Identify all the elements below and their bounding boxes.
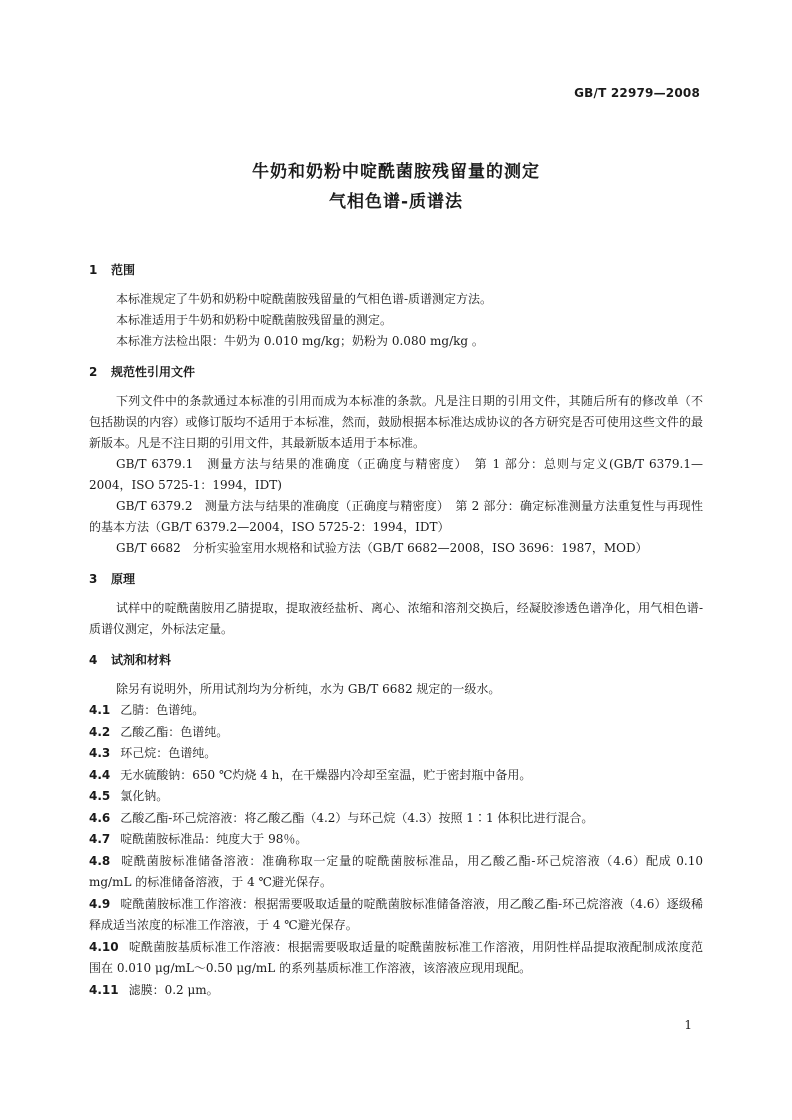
item-number: 4.6 bbox=[89, 810, 111, 825]
reagent-item bbox=[89, 851, 703, 894]
reagent-item bbox=[89, 765, 703, 787]
paragraph: 除另有说明外，所用试剂均为分析纯，水为 GB/T 6682 规定的一级水。 bbox=[116, 682, 501, 696]
item-text: 乙腈：色谱纯。 bbox=[120, 703, 205, 717]
document-body bbox=[89, 260, 703, 1001]
item-number: 4.9 bbox=[89, 896, 111, 911]
paragraph: 本标准规定了牛奶和奶粉中啶酰菌胺残留量的气相色谱-质谱测定方法。 bbox=[116, 292, 493, 306]
item-number: 4.11 bbox=[89, 982, 119, 997]
item-number: 4.3 bbox=[89, 746, 111, 760]
reagent-item bbox=[89, 808, 703, 830]
section-number: 1 bbox=[89, 263, 98, 277]
reference-entry: GB/T 6379.2 测量方法与结果的准确度（正确度与精密度） 第 2 部分：确定标准测量方法重复性与再现性的基本方法（GB/T 6379.2—2004，ISO 5725-2：1994，IDT） bbox=[89, 499, 703, 534]
item-text: 乙酸乙酯-环己烷溶液：将乙酸乙酯（4.2）与环己烷（4.3）按照 1∶1 体积比进行混合。 bbox=[120, 810, 594, 825]
reagent-item bbox=[89, 700, 703, 722]
section-title: 原理 bbox=[111, 572, 136, 586]
item-text: 氯化钠。 bbox=[120, 789, 169, 803]
section-title: 试剂和材料 bbox=[111, 653, 172, 667]
reagent-item bbox=[89, 980, 703, 1002]
item-number: 4.4 bbox=[89, 767, 111, 782]
document-subtitle: 气相色谱-质谱法 bbox=[328, 192, 464, 212]
paragraph: 下列文件中的条款通过本标准的引用而成为本标准的条款。凡是注日期的引用文件，其随后所有的修改单（不包括勘误的内容）或修订版均不适用于本标准，然而，鼓励根据本标准达成协议的各方研究是否可使用这些文件的最新版本。凡是不注日期的引用文件，其最新版本适用于本标准。 bbox=[89, 394, 703, 450]
document-title: 牛奶和奶粉中啶酰菌胺残留量的测定 bbox=[252, 162, 540, 182]
reagent-list bbox=[89, 700, 703, 1001]
reference-entry: GB/T 6379.1 测量方法与结果的准确度（正确度与精密度） 第 1 部分：总则与定义(GB/T 6379.1—2004，ISO 5725-1：1994，IDT) bbox=[89, 457, 703, 492]
paragraph: 试样中的啶酰菌胺用乙腈提取，提取液经盐析、离心、浓缩和溶剂交换后，经凝胶渗透色谱净化，用气相色谱-质谱仪测定，外标法定量。 bbox=[89, 601, 703, 636]
item-text: 无水硫酸钠：650 ℃灼烧 4 h，在干燥器内冷却至室温，贮于密封瓶中备用。 bbox=[120, 767, 532, 782]
section-heading-normative-references bbox=[89, 362, 703, 382]
item-number: 4.2 bbox=[89, 724, 111, 739]
item-text: 啶酰菌胺标准储备溶液：准确称取一定量的啶酰菌胺标准品，用乙酸乙酯-环己烷溶液（4.6）配成 0.10 mg/mL 的标准储备溶液，于 4 ℃避光保存。 bbox=[89, 853, 703, 889]
reference-entry: GB/T 6682 分析实验室用水规格和试验方法（GB/T 6682—2008，ISO 3696：1987，MOD） bbox=[116, 541, 648, 555]
section-heading-principle bbox=[89, 569, 703, 589]
page-number: 1 bbox=[684, 1018, 692, 1032]
section-heading-reagents bbox=[89, 650, 703, 670]
reagent-item bbox=[89, 829, 703, 851]
item-text: 啶酰菌胺标准品：纯度大于 98％。 bbox=[120, 832, 308, 846]
item-text: 环己烷：色谱纯。 bbox=[120, 746, 217, 760]
item-text: 啶酰菌胺标准工作溶液：根据需要吸取适量的啶酰菌胺标准储备溶液，用乙酸乙酯-环己烷溶液（4.6）逐级稀释成适当浓度的标准工作溶液，于 4 ℃避光保存。 bbox=[89, 896, 703, 932]
reagent-item bbox=[89, 743, 703, 765]
item-number: 4.10 bbox=[89, 939, 119, 954]
section-title: 规范性引用文件 bbox=[111, 365, 196, 379]
section-number: 3 bbox=[89, 572, 98, 586]
section-number: 2 bbox=[89, 365, 98, 379]
reagent-item bbox=[89, 722, 703, 744]
item-text: 乙酸乙酯：色谱纯。 bbox=[120, 724, 229, 739]
section-heading-scope bbox=[89, 260, 703, 280]
item-number: 4.1 bbox=[89, 703, 111, 717]
reagent-item bbox=[89, 937, 703, 980]
paragraph: 本标准方法检出限：牛奶为 0.010 mg/kg；奶粉为 0.080 mg/kg 。 bbox=[116, 334, 484, 348]
item-number: 4.5 bbox=[89, 789, 111, 803]
item-number: 4.8 bbox=[89, 853, 111, 868]
section-title: 范围 bbox=[111, 263, 136, 277]
section-number: 4 bbox=[89, 653, 98, 667]
item-text: 滤膜：0.2 μm。 bbox=[128, 982, 219, 997]
standard-number: GB/T 22979—2008 bbox=[574, 86, 700, 100]
reagent-item bbox=[89, 786, 703, 808]
reagent-item bbox=[89, 894, 703, 937]
item-number: 4.7 bbox=[89, 832, 111, 846]
paragraph: 本标准适用于牛奶和奶粉中啶酰菌胺残留量的测定。 bbox=[116, 313, 393, 327]
item-text: 啶酰菌胺基质标准工作溶液：根据需要吸取适量的啶酰菌胺标准工作溶液，用阴性样品提取液配制成浓度范围在 0.010 μg/mL～0.50 μg/mL 的系列基质标准工作溶液，该溶液应现用现配。 bbox=[89, 939, 703, 975]
